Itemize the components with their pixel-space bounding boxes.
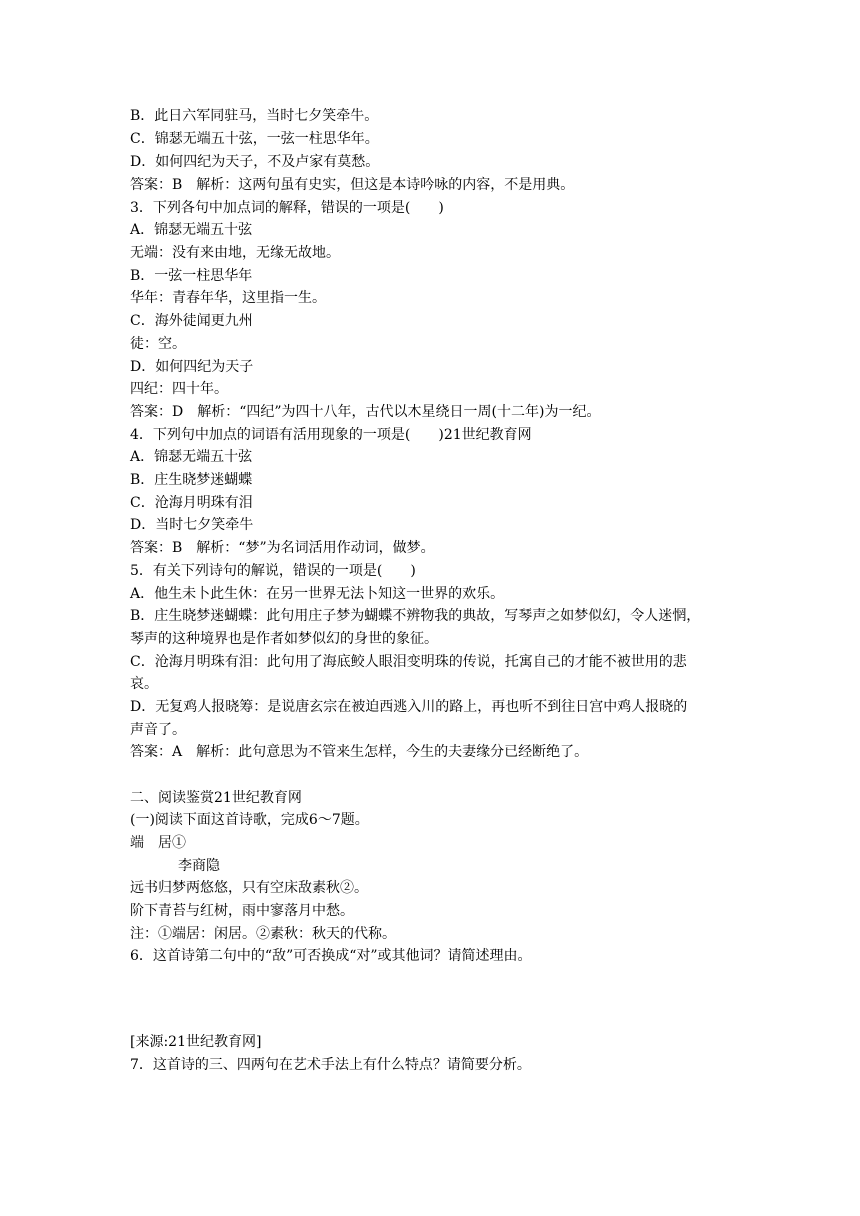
- q4-option-c: C．沧海月明珠有泪: [130, 495, 253, 511]
- q5-option-a: A．他生未卜此生休：在另一世界无法卜知这一世界的欢乐。: [130, 586, 505, 602]
- question-5: 5．有关下列诗句的解说，错误的一项是( ): [130, 563, 416, 579]
- answer-5: 答案：A 解析：此句意思为不管来生怎样，今生的夫妻缘分已经断绝了。: [130, 744, 589, 760]
- q5-option-b: B．庄生晓梦迷蝴蝶：此句用庄子梦为蝴蝶不辨物我的典故，写琴声之如梦似幻，令人迷惘，: [130, 608, 701, 624]
- q5-option-d: D．无复鸡人报晓筹：是说唐玄宗在被迫西逃入川的路上，再也听不到往日宫中鸡人报晓的: [130, 699, 688, 715]
- option-c-line: C．锦瑟无端五十弦，一弦一柱思华年。: [130, 131, 379, 147]
- answer-4: 答案：B 解析：“梦”为名词活用作动词，做梦。: [130, 540, 435, 556]
- q5-option-d-cont: 声音了。: [130, 722, 186, 738]
- q3-option-b: B．一弦一柱思华年: [130, 268, 253, 284]
- answer-2: 答案：B 解析：这两句虽有史实，但这是本诗吟咏的内容，不是用典。: [130, 177, 575, 193]
- q3-option-c-explain: 徒：空。: [130, 336, 186, 352]
- section-heading: 二、阅读鉴赏21世纪教育网: [130, 790, 302, 806]
- q3-option-b-explain: 华年：青春年华，这里指一生。: [130, 290, 326, 306]
- q5-option-c: C．沧海月明珠有泪：此句用了海底鲛人眼泪变明珠的传说，托寓自己的才能不被世用的悲: [130, 654, 687, 670]
- reading-instruction: (一)阅读下面这首诗歌，完成6～7题。: [130, 812, 369, 828]
- poem-line-2: 阶下青苔与红树，雨中寥落月中愁。: [130, 903, 354, 919]
- q3-option-a: A．锦瑟无端五十弦: [130, 222, 253, 238]
- q4-option-d: D．当时七夕笑牵牛: [130, 517, 254, 533]
- q3-option-d: D．如何四纪为天子: [130, 359, 254, 375]
- poem-notes: 注：①端居：闲居。②素秋：秋天的代称。: [130, 926, 396, 942]
- q4-option-b: B．庄生晓梦迷蝴蝶: [130, 472, 253, 488]
- answer-3: 答案：D 解析：“四纪”为四十八年，古代以木星绕日一周(十二年)为一纪。: [130, 404, 601, 420]
- question-4: 4．下列句中加点的词语有活用现象的一项是( )21世纪教育网: [130, 427, 532, 443]
- q4-option-a: A．锦瑟无端五十弦: [130, 449, 253, 465]
- question-3: 3．下列各句中加点词的解释，错误的一项是( ): [130, 200, 444, 216]
- poem-title: 端 居①: [130, 835, 186, 851]
- q3-option-a-explain: 无端：没有来由地，无缘无故地。: [130, 245, 340, 261]
- option-b-line: B．此日六军同驻马，当时七夕笑牵牛。: [130, 108, 379, 124]
- option-d-line: D．如何四纪为天子，不及卢家有莫愁。: [130, 154, 380, 170]
- q3-option-c: C．海外徒闻更九州: [130, 313, 253, 329]
- q5-option-c-cont: 哀。: [130, 676, 158, 692]
- q5-option-b-cont: 琴声的这种境界也是作者如梦似幻的身世的象征。: [130, 631, 438, 647]
- source-note: [来源:21世纪教育网]: [130, 1034, 262, 1050]
- poem-author: 李商隐: [178, 858, 220, 874]
- poem-line-1: 远书归梦两悠悠，只有空床敌素秋②。: [130, 880, 368, 896]
- question-6: 6．这首诗第二句中的“敌”可否换成“对”或其他词？请简述理由。: [130, 948, 532, 964]
- q3-option-d-explain: 四纪：四十年。: [130, 381, 228, 397]
- question-7: 7．这首诗的三、四两句在艺术手法上有什么特点？请简要分析。: [130, 1057, 531, 1073]
